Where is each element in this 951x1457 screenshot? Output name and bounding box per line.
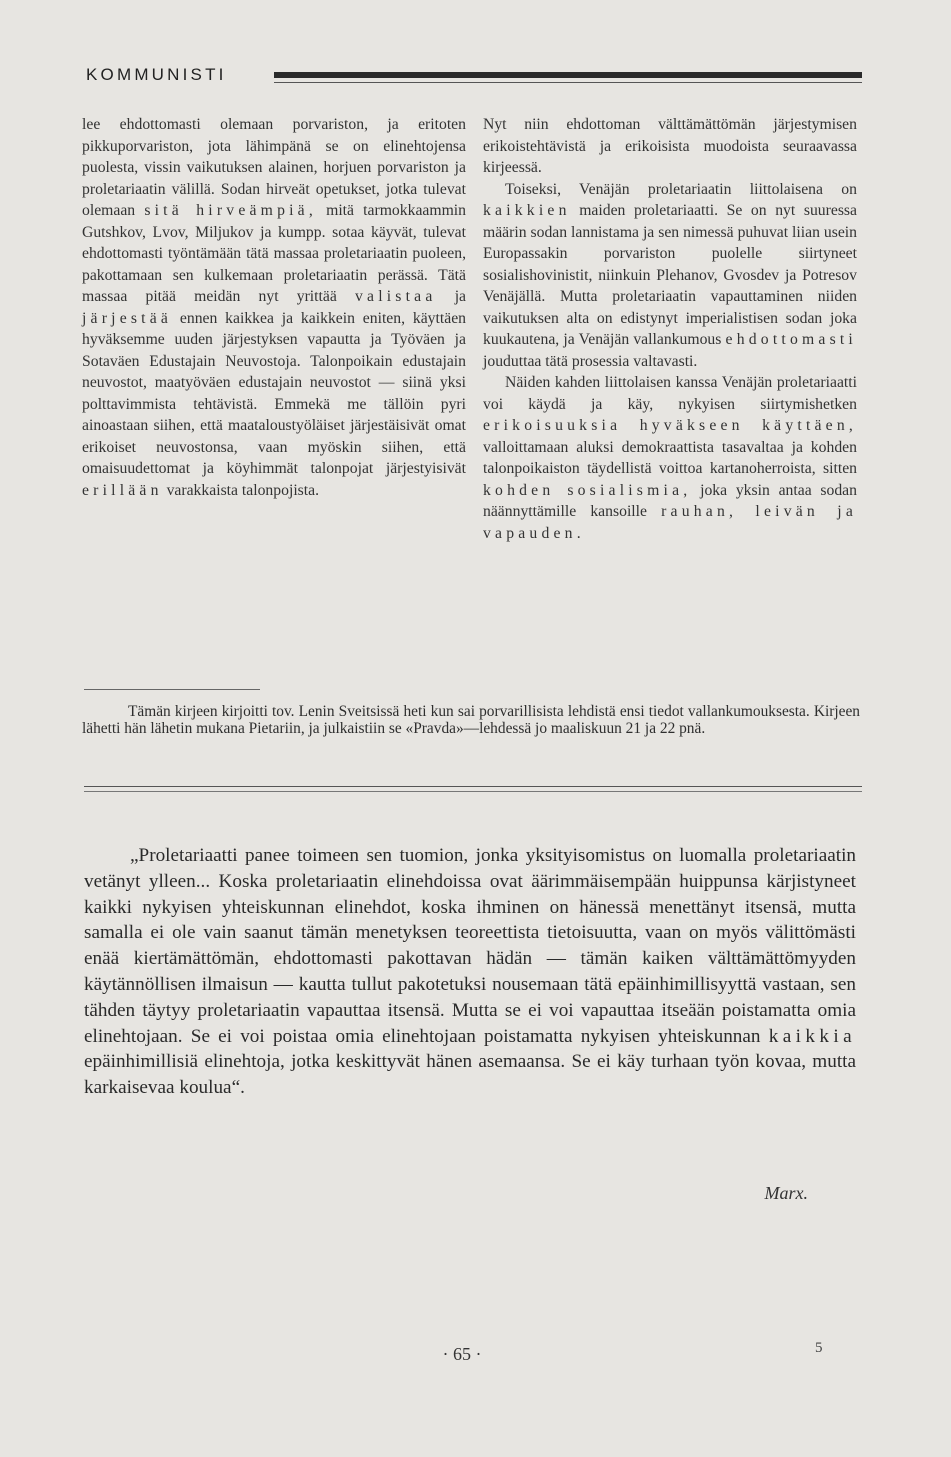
left-text-5: varakkaista talonpojista. (166, 481, 320, 499)
quotation-text-a: „Proletariaatti panee toimeen sen tuomion, jonka yksityisomistus on luomalla proletariaatin vetänyt ylleen... Koska proletariaatin elinehdoissa ovat äärimmäisempään huippunsa kärjistyneet kaikki nykyisen yhteiskunnan elinehdot, koska ihminen on hänessä menettänyt itsensä, mutta samalla ei ole vain saanut tämän menetyksen teoreettista tietoisuutta, vaan on myös välittömästi enää kiertämättömän, ehdottomasti pakottavan hädän — tämän kaiken välttämättömyyden käytännöllisen ilmaisun — kautta tullut pakotetuksi nousemaan tätä epäinhimillisyyttä vastaan, sen tähden täytyy proletariaatin vapauttaa itsensä. Mutta se ei voi vapauttaa itseään poistamatta omia elinehtojaan. Se ei voi poistaa omia elinehtojaan poistamatta nykyisen yhteiskunnan (84, 845, 856, 1047)
header-rule-thick (274, 72, 862, 78)
right-spaced-2a: kaikkien (483, 202, 571, 219)
quotation-spaced: kaikkia (768, 1025, 857, 1047)
page-number: · 65 · (442, 1344, 482, 1364)
left-text-1: lee ehdottomasti olemaan porvariston, ja eritoten pikkuporvariston, jota lähimpänä se on elinehtojensa puolesta, vissin vaikutuksen alainen, horjuen porvariston ja proletariaatin välillä. Sodan hirveät opetukset, jotka tulevat olemaan (82, 116, 466, 219)
printer-signature-mark: 5 (815, 1340, 823, 1356)
footnote (82, 704, 860, 737)
quotation-text (84, 843, 856, 1101)
right-paragraph-1 (483, 114, 857, 179)
right-text-1: Nyt niin ehdottoman välttämättömän järjestymisen erikoistehtävistä ja erikoisista muodoista seuraavassa kirjeessä. (483, 116, 857, 176)
right-text-3b: valloittamaan aluksi demokraattista tasavaltaa ja kohden talonpoikaiston täydellistä voittoa kartanoherroista, sitten (483, 438, 857, 477)
left-text-3: ja (454, 288, 467, 305)
right-spaced-2b: ehdottomasti (725, 331, 857, 348)
right-text-2a: Toiseksi, Venäjän proletariaatin liittolaisena on (505, 180, 857, 198)
section-divider-top (84, 786, 862, 787)
running-header (86, 62, 862, 92)
right-text-3a: Näiden kahden liittolaisen kanssa Venäjän proletariaatti voi käydä ja käy, nykyisen siirtymishetken (483, 374, 857, 413)
section-divider-bottom (84, 791, 862, 792)
right-spaced-3a: erikoisuuksia hyväkseen käyttäen, (483, 417, 857, 434)
quotation-signature: Marx. (764, 1183, 808, 1203)
quotation-text-b: epäinhimillisiä elinehtoja, jotka keskittyvät hänen asemaansa. Se ei käy turhaan työn kovaa, mutta karkaisevaa koulua“. (84, 1051, 856, 1099)
right-spaced-3b: kohden sosialismia, (483, 481, 692, 499)
right-text-2c: jouduttaa tätä prosessia valtavasti. (483, 352, 698, 370)
left-spaced-4: erillään (82, 481, 163, 499)
left-spaced-2: valistaa (354, 288, 437, 305)
left-text-4: ennen kaikkea ja kaikkein eniten, käyttäen hyväksemme uuden järjestyksen vapautta ja Työväen ja Sotaväen Edustajain Neuvostoja. Talonpoikain edustajain neuvostot, maatyöväen edustajain neuvostot — siinä yksi polttavimmista tehtävistä. Emmekä me tällöin pyri ainoastaan siihen, että maataloustyöläiset järjestäisivät omat erikoiset neuvostonsa, vaan myöskin siihen, että omaisuudettomat ja köyhimmät talonpojat järjestyisivät (82, 309, 466, 477)
left-spaced-3: järjestää (82, 309, 173, 327)
footnote-rule (84, 689, 260, 690)
left-column (82, 114, 466, 501)
journal-title: KOMMUNISTI (86, 65, 227, 84)
right-paragraph-2 (483, 179, 857, 373)
right-column (483, 114, 857, 544)
right-paragraph-3 (483, 372, 857, 544)
left-spaced-1: sitä hirveämpiä, (144, 202, 317, 219)
right-text-2b: maiden proletariaatti. Se on nyt suuressa määrin sodan lannistama ja sen nimessä puhuvat liian usein Europassakin porvariston puolelle siirtyneet sosialishovinistit, niinkuin Plehanov, Gvosdev ja Potresov Venäjällä. Mutta proletariaatin vapauttaminen niiden vaikutuksen alta on edistynyt imperialistisen sodan joka kuukautena, ja Venäjän vallankumous (483, 202, 857, 348)
footnote-text: Tämän kirjeen kirjoitti tov. Lenin Sveitsissä heti kun sai porvarillisista lehdistä ensi tiedot vallankumouksesta. Kirjeen lähetti hän lähetin mukana Pietariin, ja julkaistiin se «Pravda»—lehdessä jo maaliskuun 21 ja 22 pnä. (82, 703, 860, 737)
right-spaced-3c: rauhan, leivän ja vapauden. (483, 503, 858, 542)
left-text-2: mitä tarmokkaammin Gutshkov, Lvov, Miljukov ja kumpp. sotaa käyvät, tulevat ehdottomasti työntämään tätä massaa proletariaatin puoleen, pakottamaan sen kulkemaan proletariaatin perässä. Tätä massaa pitää meidän nyt yrittää (82, 202, 466, 305)
left-paragraph (82, 114, 466, 501)
marx-quotation (84, 843, 856, 1101)
right-text-3c: joka yksin antaa sodan näännyttämille kansoille (483, 481, 857, 520)
header-rule-thin (274, 82, 862, 83)
